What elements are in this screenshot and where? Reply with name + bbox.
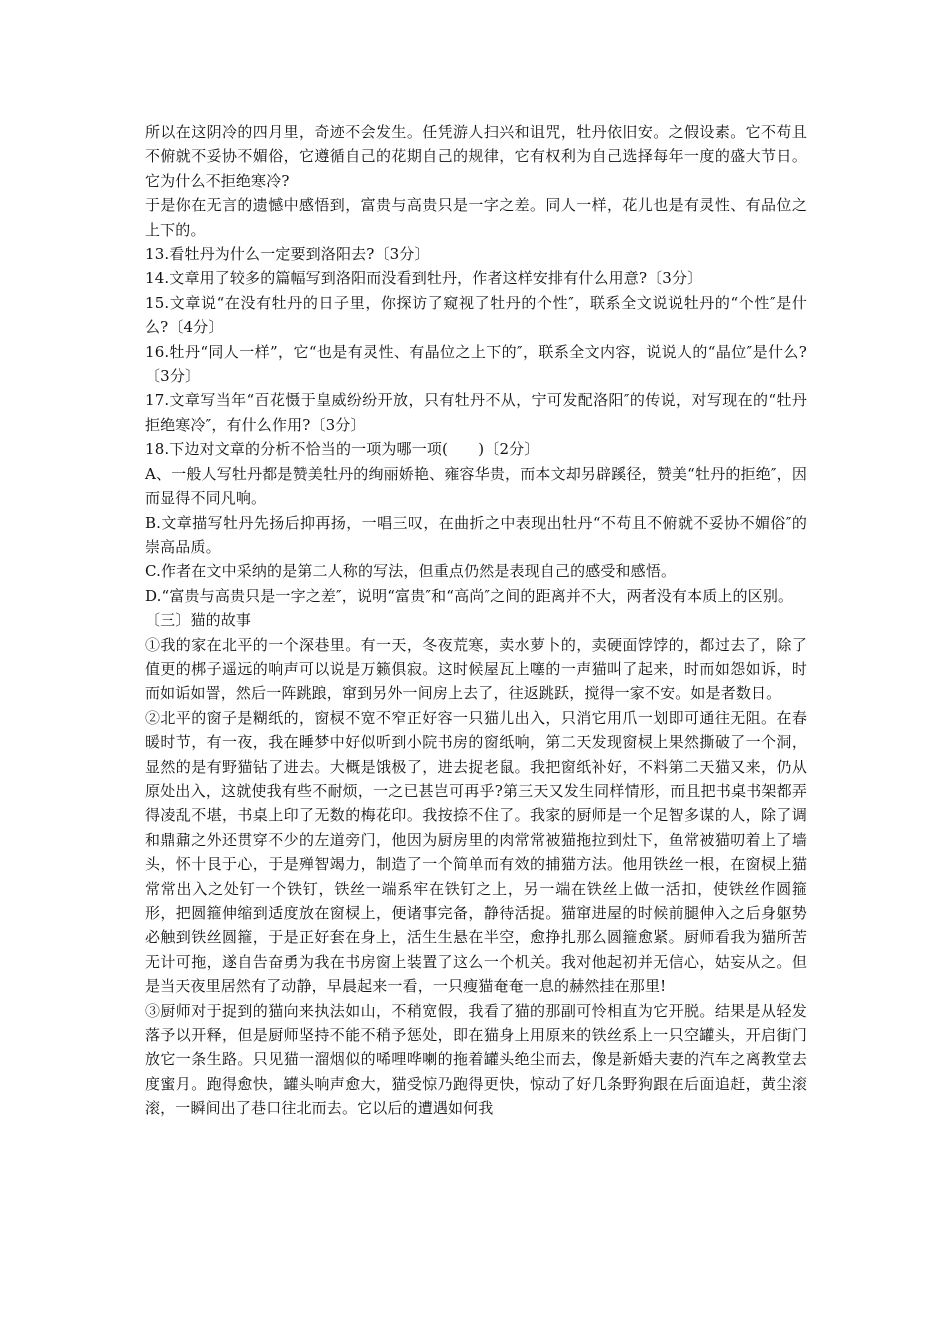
- paragraph-peony-conclusion: 于是你在无言的遗憾中感悟到，富贵与高贵只是一字之差。同人一样，花儿也是有灵性、有品位之上下的。: [145, 196, 807, 239]
- option-a: A、一般人写牡丹都是赞美牡丹的绚丽娇艳、雍容华贵，而本文却另辟蹊径，赞美“牡丹的拒绝″，因而显得不同凡响。: [145, 464, 807, 508]
- option-b: B.文章描写牡丹先扬后抑再扬，一唱三叹，在曲折之中表现出牡丹“不苟且不俯就不妥协不媚俗″的崇高品质。: [145, 513, 807, 556]
- section-heading-cat-story: 〔三〕猫的故事: [145, 611, 252, 630]
- document-page: [145, 120, 807, 1121]
- cat-story-paragraph-1: ①我的家在北平的一个深巷里。有一天，冬夜荒寒，卖水萝卜的，卖硬面饽饽的，都过去了，除了值更的梆子遥远的响声可以说是万籁俱寂。这时候屋瓦上噻的一声猫叫了起来，时而如怨如诉，时而如诟如詈，然后一阵跳踉，窜到另外一间房上去了，往返跳跃，搅得一家不安。如是者数日。: [145, 635, 807, 703]
- question-15: 15.文章说“在没有牡丹的日子里，你探访了窥视了牡丹的个性″，联系全文说说牡丹的“个性″是什么?〔4分〕: [145, 293, 807, 337]
- question-13: 13.看牡丹为什么一定要到洛阳去?〔3分〕: [145, 245, 430, 264]
- question-18: 18.下边对文章的分析不恰当的一项为哪一项( )〔2分〕: [145, 440, 540, 459]
- option-c: C.作者在文中采纳的是第二人称的写法，但重点仍然是表现自己的感受和感悟。: [145, 562, 677, 581]
- paragraph-peony-ending: 所以在这阴冷的四月里，奇迹不会发生。任凭游人扫兴和诅咒，牡丹依旧安。之假设素。它不苟且不俯就不妥协不媚俗，它遵循自己的花期自己的规律，它有权利为自己选择每年一度的盛大节日。它为什么不拒绝寒冷?: [145, 123, 807, 190]
- option-d: D.“富贵与高贵只是一字之差″，说明“富贵″和“高尚″之间的距离并不大，两者没有本质上的区别。: [145, 586, 794, 605]
- question-17: 17.文章写当年“百花慑于皇威纷纷开放，只有牡丹不从，宁可发配洛阳″的传说，对写现在的“牡丹拒绝寒冷″，有什么作用?〔3分〕: [145, 391, 807, 434]
- cat-story-paragraph-2: ②北平的窗子是糊纸的，窗棂不宽不窄正好容一只猫儿出入，只消它用爪一划即可通往无阻。在春暖时节，有一夜，我在睡梦中好似听到小院书房的窗纸响，第二天发现窗棂上果然撕破了一个洞，显然的是有野猫钻了进去。大概是饿极了，进去捉老鼠。我把窗纸补好，不料第二天猫又来，仍从原处出入，这就使我有些不耐烦，一之已甚岂可再乎?第三天又发生同样情形，而且把书桌书架都弄得凌乱不堪，书桌上印了无数的梅花印。我按捺不住了。我家的厨师是一个足智多谋的人，除了调和鼎鼐之外还贯穿不少的左道旁门，他因为厨房里的肉常常被猫拖拉到灶下，鱼常被猫叨着上了墙头，怀十艮于心，于是殚智竭力，制造了一个简单而有效的捕猫方法。他用铁丝一根，在窗棂上猫常常出入之处钉一个铁钉，铁丝一端系牢在铁钉之上，另一端在铁丝上做一活扣，使铁丝作圆箍形，把圆箍伸缩到适度放在窗棂上，便诸事完备，静待活捉。猫窜进屋的时候前腿伸入之后身躯势必触到铁丝圆箍，于是正好套在身上，活生生悬在半空，愈挣扎那么圆箍愈紧。厨师看我为猫所苦无计可拖，遂自告奋勇为我在书房窗上装置了这么一个机关。我对他起初并无信心，姑妄从之。但是当天夜里居然有了动静，早晨起来一看，一只瘦猫奄奄一息的赫然挂在那里!: [145, 708, 807, 996]
- question-16: 16.牡丹“同人一样”，它“也是有灵性、有晶位之上下的″，联系全文内容，说说人的“晶位″是什么?〔3分〕: [145, 342, 807, 386]
- question-14: 14.文章用了较多的篇幅写到洛阳而没看到牡丹，作者这样安排有什么用意?〔3分〕: [145, 269, 703, 288]
- cat-story-paragraph-3: ③厨师对于捉到的猫向来执法如山，不稍宽假，我看了猫的那副可怜相直为它开脱。结果是从轻发落予以开释，但是厨师坚持不能不稍予惩处，即在猫身上用原来的铁丝系上一只空罐头，开启街门放它一条生路。只见猫一溜烟似的唏哩哗喇的拖着罐头绝尘而去，像是新婚夫妻的汽车之离教堂去度蜜月。跑得愈快，罐头响声愈大，猫受惊乃跑得更快，惊动了好几条野狗跟在后面追赶，黄尘滚滚，一瞬间出了巷口往北而去。它以后的遭遇如何我: [145, 1001, 807, 1118]
